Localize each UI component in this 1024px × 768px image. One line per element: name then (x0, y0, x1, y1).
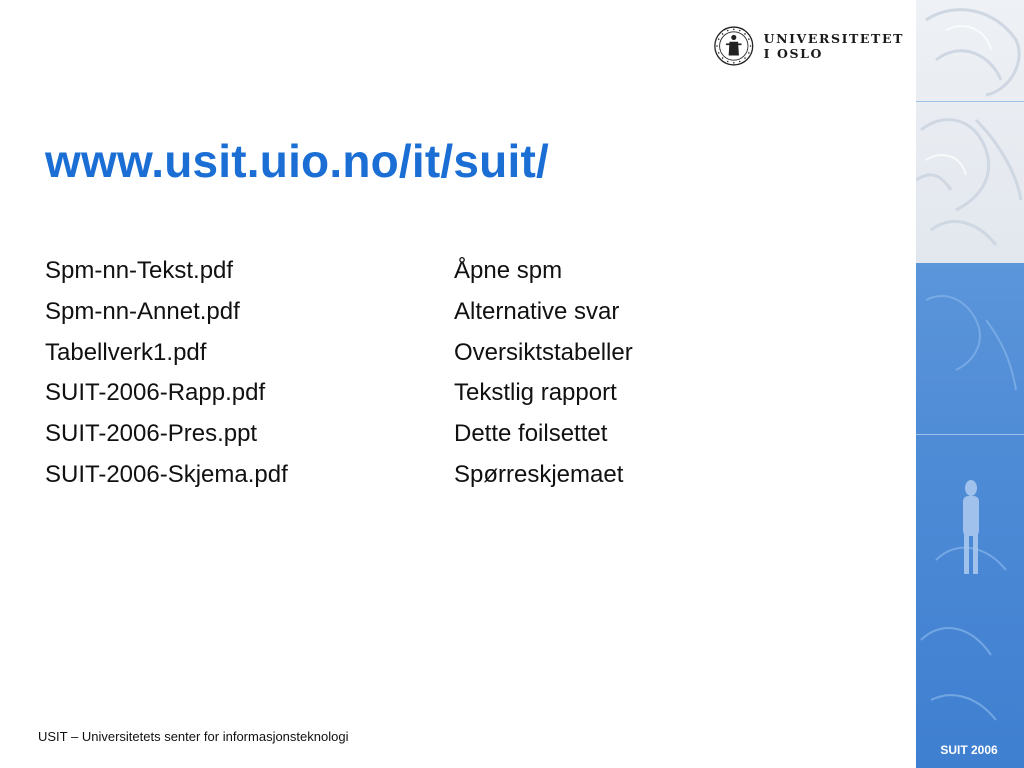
description-item: Dette foilsettet (454, 420, 608, 448)
band-rule-line (916, 101, 1024, 102)
file-item: SUIT-2006-Skjema.pdf (45, 460, 288, 488)
university-seal-icon (714, 23, 754, 69)
description-list (454, 254, 633, 499)
decorative-side-band (916, 0, 1024, 768)
description-item: Tekstlig rapport (454, 379, 617, 407)
description-item: Oversiktstabeller (454, 338, 633, 366)
description-item: Åpne spm (454, 257, 563, 284)
file-item: Spm-nn-Annet.pdf (45, 297, 240, 325)
file-item: SUIT-2006-Pres.ppt (45, 420, 258, 448)
file-item: Spm-nn-Tekst.pdf (45, 257, 234, 284)
description-item: Spørreskjemaet (454, 460, 624, 488)
band-rule-line (916, 434, 1024, 435)
file-item: SUIT-2006-Rapp.pdf (45, 379, 266, 407)
university-name (764, 31, 904, 61)
slide-title: www.usit.uio.no/it/suit/ (45, 135, 549, 187)
university-name-line1: UNIVERSITETET (763, 31, 904, 46)
university-logo (714, 22, 904, 70)
description-item: Alternative svar (454, 297, 620, 325)
footer-label: SUIT 2006 (940, 743, 998, 757)
footer-organization: USIT – Universitetets senter for informasjonsteknologi (38, 729, 349, 744)
university-name-line2: I OSLO (763, 46, 823, 61)
file-list (45, 254, 288, 499)
file-item: Tabellverk1.pdf (45, 338, 207, 366)
statue-watermark-icon (916, 0, 1024, 768)
